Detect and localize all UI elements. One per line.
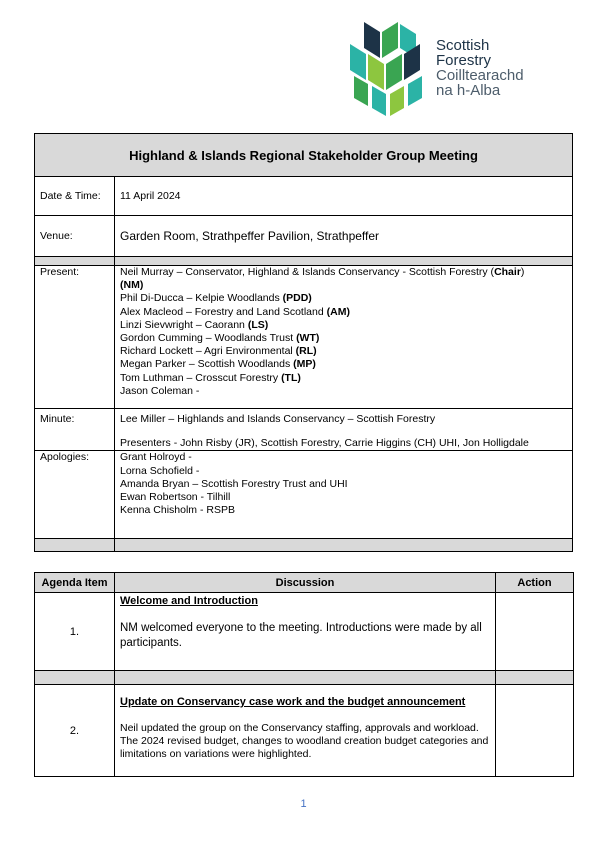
apology-item: Kenna Chisholm - RSPB [120, 504, 235, 517]
apology-item: Amanda Bryan – Scottish Forestry Trust and UHI [120, 477, 348, 490]
agenda-item-title: Welcome and Introduction [120, 595, 258, 607]
apology-item: Grant Holroyd - [120, 451, 192, 464]
agenda-item-header: Agenda Item [35, 573, 115, 593]
logo-wordmark [436, 38, 524, 98]
present-item: Tom Luthman – Crosscut Forestry (TL) [120, 371, 301, 384]
agenda-table [34, 572, 574, 777]
agenda-item-title: Update on Conservancy case work and the budget announcement [120, 696, 466, 708]
discussion-header: Discussion [115, 573, 496, 593]
present-list [115, 266, 573, 409]
agenda-discussion-cell [115, 685, 496, 777]
minute-value: Lee Miller – Highlands and Islands Conservancy – Scottish Forestry [120, 413, 436, 425]
logo-gaelic-line2: na h-Alba [436, 82, 501, 99]
tree-logo-icon [346, 18, 432, 118]
present-item: Linzi Sievwright – Caorann (LS) [120, 318, 269, 331]
logo-english-line2: Forestry [436, 52, 492, 69]
present-item: Richard Lockett – Agri Environmental (RL) [120, 345, 317, 358]
agenda-action-cell [496, 685, 574, 777]
page-number: 1 [300, 798, 307, 810]
action-header: Action [496, 573, 574, 593]
venue-value: Garden Room, Strathpeffer Pavilion, Strathpeffer [115, 216, 573, 257]
present-item: Alex Macleod – Forestry and Land Scotland (AM) [120, 305, 350, 318]
spacer-cell [35, 671, 115, 685]
spacer-cell [115, 257, 573, 266]
apologies-label: Apologies: [35, 451, 115, 539]
logo-english-line1: Scottish [436, 37, 490, 54]
scottish-forestry-logo [346, 18, 556, 118]
present-item: Jason Coleman - [120, 384, 200, 397]
presenters: Presenters - John Risby (JR), Scottish Forestry, Carrie Higgins (CH) UHI, Jon Holligdale [120, 437, 529, 450]
agenda-item-number: 2. [35, 685, 115, 777]
agenda-action-cell [496, 593, 574, 671]
logo-gaelic-line1: Coilltearachd [436, 67, 524, 84]
apologies-list [115, 451, 573, 539]
apology-item: Lorna Schofield - [120, 464, 200, 477]
minute-label: Minute: [35, 409, 115, 451]
agenda-item-number: 1. [35, 593, 115, 671]
present-label: Present: [35, 266, 115, 409]
spacer-cell [115, 671, 496, 685]
present-item: Neil Murray – Conservator, Highland & Islands Conservancy - Scottish Forestry (Chair) [120, 266, 525, 278]
present-item: Phil Di-Ducca – Kelpie Woodlands (PDD) [120, 292, 312, 305]
apology-item: Ewan Robertson - Tilhill [120, 491, 231, 504]
spacer-cell [35, 539, 115, 552]
agenda-discussion-cell [115, 593, 496, 671]
spacer-cell [115, 539, 573, 552]
spacer-cell [35, 257, 115, 266]
present-item: (NM) [120, 279, 144, 292]
meeting-title: Highland & Islands Regional Stakeholder Group Meeting [35, 134, 573, 177]
spacer-cell [496, 671, 574, 685]
agenda-item-text: NM welcomed everyone to the meeting. Introductions were made by all participants. [120, 622, 482, 649]
date-value: 11 April 2024 [115, 177, 573, 216]
meeting-info-table [34, 133, 573, 552]
present-item: Gordon Cumming – Woodlands Trust (WT) [120, 332, 320, 345]
agenda-row [35, 593, 574, 671]
venue-label: Venue: [35, 216, 115, 257]
minute-cell [115, 409, 573, 451]
agenda-item-text: Neil updated the group on the Conservancy staffing, approvals and workload. The 2024 revised budget, changes to woodland creation budget categories and limitations on variations were highlighted. [120, 722, 489, 760]
agenda-row [35, 685, 574, 777]
present-item: Megan Parker – Scottish Woodlands (MP) [120, 358, 316, 371]
date-label: Date & Time: [35, 177, 115, 216]
